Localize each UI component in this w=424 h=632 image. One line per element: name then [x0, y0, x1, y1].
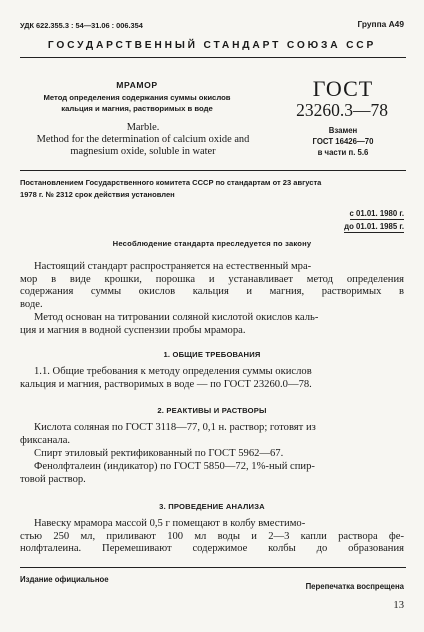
section-1-heading: 1. ОБЩИЕ ТРЕБОВАНИЯ [163, 350, 261, 359]
page-number: 13 [393, 600, 404, 611]
effective-to: до 01.01. 1985 г. [344, 222, 404, 231]
standard-subtitle-en-1: Method for the determination of calcium oxide and [36, 134, 250, 145]
section-2-paragraph-2: Спирт этиловый ректификованный по ГОСТ 5962—67. [34, 448, 284, 459]
section-2-paragraph-3: Фенолфталеин (индикатор) по ГОСТ 5850—72, 1%-ный спир- товой раствор. [20, 461, 315, 485]
standard-subtitle-ru-2: кальция и магния, растворимых в воде [61, 104, 213, 113]
header-rule [20, 57, 406, 58]
intro-paragraph-2: Метод основан на титровании соляной кислотой окислов каль- ция и магния в водной суспензии пробы мрамора. [20, 312, 319, 336]
section-2-heading: 2. РЕАКТИВЫ И РАСТВОРЫ [157, 406, 267, 415]
section-3-paragraph-1: Навеску мрамора массой 0,5 г помещают в колбу вместимо- стью 250 мл, приливают 100 мл воды и 2—3 капли раствора фе- нолфталеина. Перемешивают содержимое колбы до образования [20, 518, 404, 555]
replaces-clause: в части п. 5.6 [317, 148, 369, 157]
standard-name-ru: МРАМОР [116, 80, 158, 90]
intro-paragraph-1: Настоящий стандарт распространяется на естественный мра- мор в виде крошки, порошка и устанавливает метод определения содержания суммы окислов кальция и магния, растворимых в воде. [20, 261, 404, 310]
standard-subtitle-en-2: magnesium oxide, soluble in water [70, 146, 216, 157]
official-edition-note: Издание официальное [20, 575, 109, 584]
decree-line-2: 1978 г. № 2312 срок действия установлен [20, 190, 175, 199]
footer-rule [20, 567, 406, 568]
legal-warning: Несоблюдение стандарта преследуется по закону [112, 239, 312, 248]
effective-from: с 01.01. 1980 г. [349, 209, 404, 218]
title-rule [20, 170, 406, 171]
reprint-prohibited-note: Перепечатка воспрещена [305, 582, 404, 591]
section-3-heading: 3. ПРОВЕДЕНИЕ АНАЛИЗА [159, 502, 265, 511]
decree-line-1: Постановлением Государственного комитета СССР по стандартам от 23 августа [20, 178, 322, 187]
state-standard-title: ГОСУДАРСТВЕННЫЙ СТАНДАРТ СОЮЗА ССР [47, 40, 377, 51]
udk-code: УДК 622.355.3 : 54—31.06 : 006.354 [20, 21, 143, 30]
group-code: Группа А49 [357, 19, 404, 29]
replaces-gost: ГОСТ 16426—70 [312, 137, 374, 146]
replaces-label: Взамен [328, 126, 358, 135]
gost-number: 23260.3—78 [296, 100, 388, 120]
section-1-paragraph: 1.1. Общие требования к методу определения суммы окислов кальция и магния, растворимых в воде — по ГОСТ 23260.0—78. [20, 366, 312, 390]
standard-name-en: Marble. [126, 122, 160, 133]
section-2-paragraph-1: Кислота соляная по ГОСТ 3118—77, 0,1 н. раствор; готовят из фиксанала. [20, 422, 316, 446]
gost-label: ГОСТ [312, 76, 374, 101]
standard-subtitle-ru-1: Метод определения содержания суммы окислов [43, 93, 231, 102]
